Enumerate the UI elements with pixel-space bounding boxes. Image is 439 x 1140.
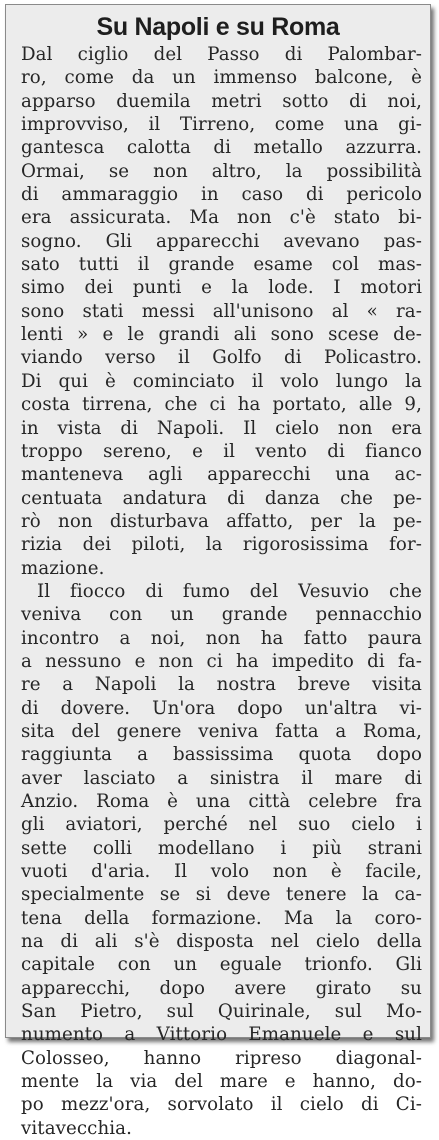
text-line: vuoti d'aria. Il volo non è facile, (21, 861, 422, 883)
article-body (21, 43, 422, 1140)
article-headline: Su Napoli e su Roma (96, 13, 340, 41)
text-line: apparso duemila metri sotto di noi, (21, 90, 422, 112)
text-line: simo dei punti e la lode. I motori (21, 277, 422, 299)
text-line: a nessuno e non ci ha impedito di fa- (21, 650, 422, 672)
text-line: gantesca calotta di metallo azzurra. (21, 137, 422, 159)
text-line: sita del genere veniva fatta a Roma, (21, 720, 422, 742)
text-line: di dovere. Un'ora dopo un'altra vi- (21, 697, 422, 719)
text-line: specialmente se si deve tenere la ca- (21, 884, 422, 906)
text-line: sogno. Gli apparecchi avevano pas- (21, 230, 422, 252)
text-line: vitavecchia. (21, 1117, 133, 1139)
text-line: raggiunta a bassissima quota dopo (21, 744, 422, 766)
text-line: improvviso, il Tirreno, come una gi- (21, 114, 422, 136)
text-line: sette colli modellano i più strani (21, 837, 422, 859)
text-line: numento a Vittorio Emanuele e sul (21, 1024, 422, 1046)
text-line: capitale con un eguale trionfo. Gli (21, 954, 422, 976)
text-line: era assicurata. Ma non c'è stato bi- (21, 207, 422, 229)
text-line: na di ali s'è disposta nel cielo della (21, 931, 422, 953)
text-line: Anzio. Roma è una città celebre fra (21, 791, 422, 812)
newspaper-clipping (5, 4, 431, 1139)
text-line: Colosseo, hanno ripreso diagonal- (21, 1047, 422, 1069)
text-line: San Pietro, sul Quirinale, sul Mo- (21, 1001, 422, 1023)
text-line: manteneva agli apparecchi una ac- (21, 464, 422, 486)
text-line: po mezz'ora, sorvolato il cielo di Ci- (21, 1094, 422, 1116)
text-line: costa tirrena, che ci ha portato, alle 9, (21, 394, 422, 416)
text-line: re a Napoli la nostra breve visita (21, 674, 422, 696)
article-paragraph (21, 580, 422, 1140)
text-line: veniva con un grande pennacchio (21, 604, 422, 626)
text-line: rò non disturbava affatto, per la pe- (21, 510, 422, 532)
text-line: troppo sereno, e il vento di fianco (21, 440, 422, 462)
text-line: mazione. (21, 557, 105, 579)
text-line: sono stati messi all'unisono al « ra- (21, 300, 422, 322)
article-paragraph (21, 43, 422, 580)
text-line: centuata andatura di danza che pe- (21, 487, 422, 509)
text-line: lenti » e le grandi ali sono scese de- (21, 324, 422, 346)
text-line: viando verso il Golfo di Policastro. (21, 347, 422, 369)
text-line: incontro a noi, non ha fatto paura (21, 627, 422, 649)
text-line: ro, come da un immenso balcone, è (21, 67, 422, 89)
text-line: mente la via del mare e hanno, do- (21, 1071, 422, 1093)
text-line: gli aviatori, perché nel suo cielo i (21, 814, 422, 836)
text-line: di ammaraggio in caso di pericolo (21, 184, 422, 206)
text-line: apparecchi, dopo avere girato su (21, 977, 422, 999)
text-line: Ormai, se non altro, la possibilità (21, 160, 422, 182)
text-line: Di qui è cominciato il volo lungo la (21, 370, 422, 392)
text-line: sato tutti il grande esame col mas- (21, 254, 422, 276)
text-line: rizia dei piloti, la rigorosissima for- (21, 534, 422, 556)
text-line: Il fiocco di fumo del Vesuvio che (37, 580, 422, 602)
text-line: Dal ciglio del Passo di Palombar- (21, 44, 422, 65)
text-line: tena della formazione. Ma la coro- (21, 907, 422, 929)
text-line: aver lasciato a sinistra il mare di (21, 767, 422, 789)
text-line: in vista di Napoli. Il cielo non era (21, 417, 422, 439)
